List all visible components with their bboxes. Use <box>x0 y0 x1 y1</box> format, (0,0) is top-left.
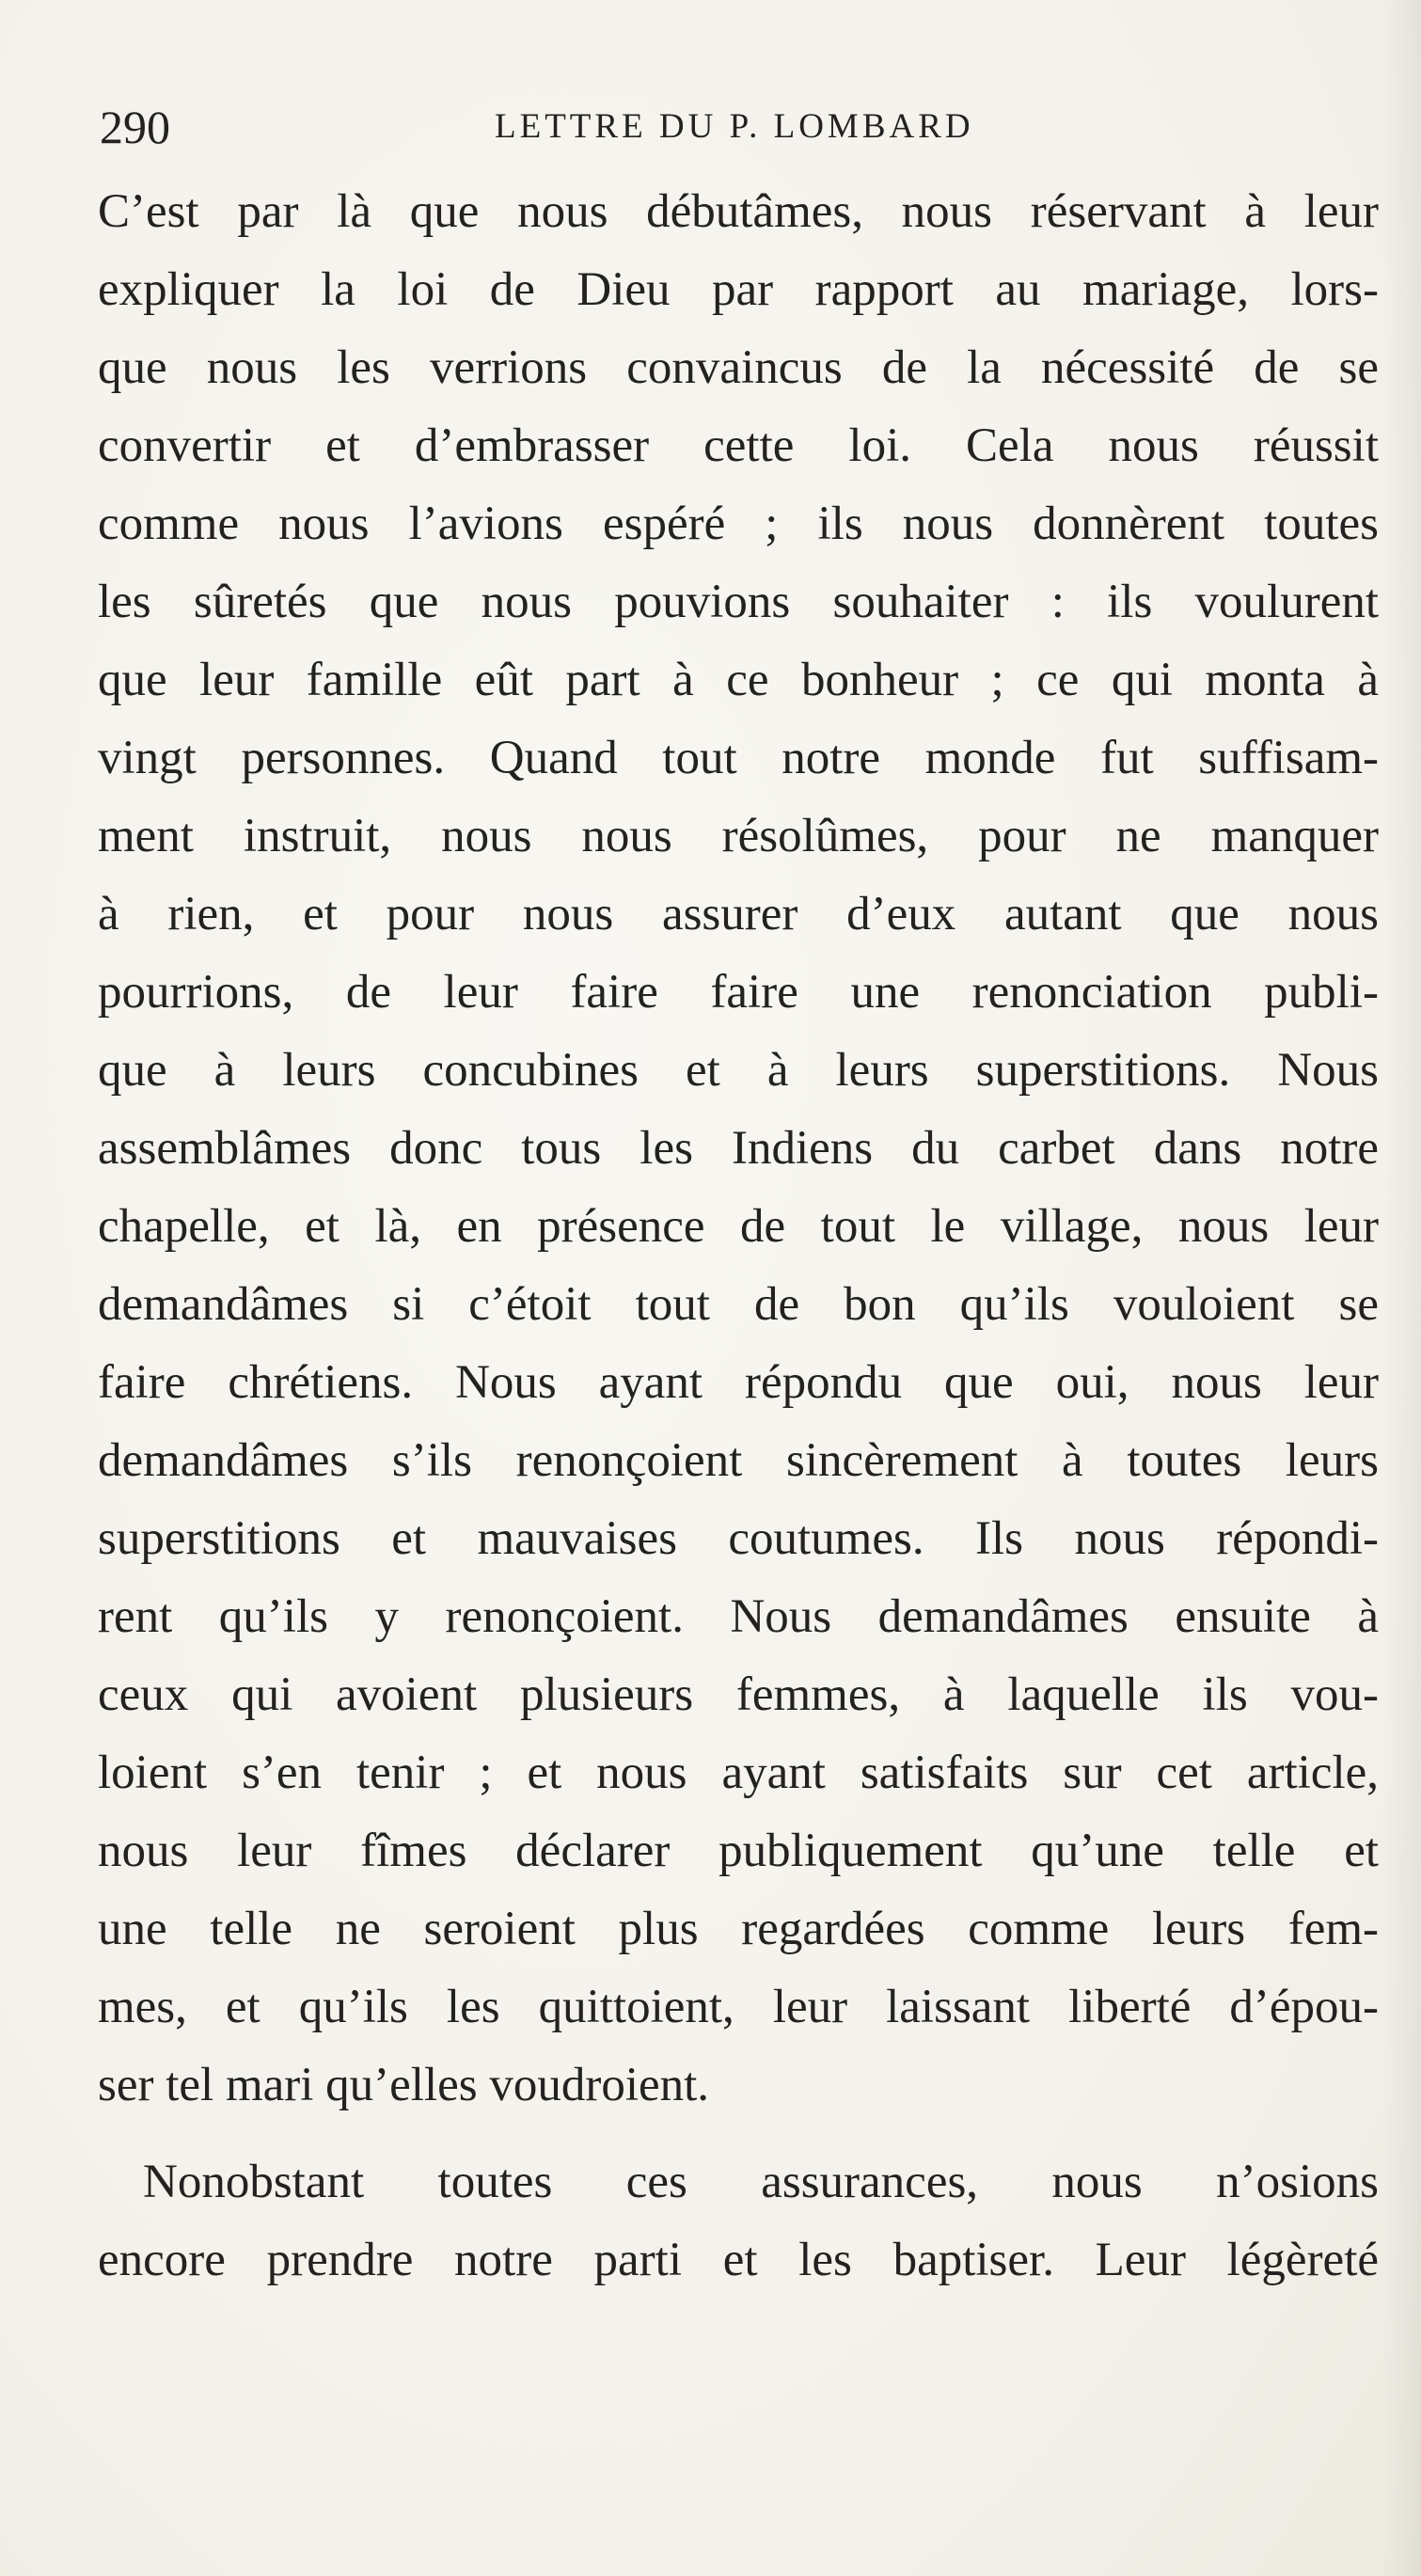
text-line: C’est par là que nous débutâmes, nous réservant à leur <box>98 185 1379 238</box>
text-line: pourrions, de leur faire faire une renonciation publi- <box>98 966 1379 1019</box>
text-line: mes, et qu’ils les quittoient, leur laissant liberté d’épou- <box>98 1981 1379 2033</box>
text-line: ceux qui avoient plusieurs femmes, à laquelle ils vou- <box>98 1668 1379 1721</box>
text-line: une telle ne seroient plus regardées comme leurs fem- <box>98 1903 1379 1955</box>
text-line: convertir et d’embrasser cette loi. Cela nous réussit <box>98 419 1379 472</box>
text-line: les sûretés que nous pouvions souhaiter : ils voulurent <box>98 576 1379 628</box>
text-line: ment instruit, nous nous résolûmes, pour ne manquer <box>98 810 1379 862</box>
text-line: vingt personnes. Quand tout notre monde fut suffisam- <box>98 732 1379 784</box>
text-line: que leur famille eût part à ce bonheur ; ce qui monta à <box>98 654 1379 706</box>
page-number: 290 <box>100 101 170 153</box>
text-line: que nous les verrions convaincus de la nécessité de se <box>98 341 1379 394</box>
text-line: expliquer la loi de Dieu par rapport au mariage, lors- <box>98 263 1379 316</box>
text-line: loient s’en tenir ; et nous ayant satisfaits sur cet article, <box>98 1746 1379 1799</box>
text-line: nous leur fîmes déclarer publiquement qu’une telle et <box>98 1825 1379 1877</box>
text-line: faire chrétiens. Nous ayant répondu que oui, nous leur <box>98 1356 1379 1409</box>
text-line: ser tel mari qu’elles voudroient. <box>98 2059 710 2111</box>
running-head: LETTRE DU P. LOMBARD <box>495 107 974 146</box>
text-line: demandâmes s’ils renonçoient sincèrement à toutes leurs <box>98 1434 1379 1487</box>
text-line: demandâmes si c’étoit tout de bon qu’ils vouloient se <box>98 1278 1379 1331</box>
text-line: à rien, et pour nous assurer d’eux autant que nous <box>98 888 1379 940</box>
paragraph-1 <box>98 173 1379 2125</box>
page-header <box>100 94 1360 160</box>
page-edge-shadow <box>1383 0 1421 2576</box>
text-line: encore prendre notre parti et les baptiser. Leur légèreté <box>98 2234 1379 2286</box>
text-line: Nonobstant toutes ces assurances, nous n’osions <box>143 2156 1379 2208</box>
body-text <box>98 173 1379 2299</box>
text-line: comme nous l’avions espéré ; ils nous donnèrent toutes <box>98 498 1379 550</box>
text-line: rent qu’ils y renonçoient. Nous demandâmes ensuite à <box>98 1590 1379 1643</box>
text-line: que à leurs concubines et à leurs superstitions. Nous <box>98 1044 1379 1097</box>
text-line: superstitions et mauvaises coutumes. Ils nous répondi- <box>98 1512 1379 1565</box>
paragraph-2 <box>98 2143 1379 2299</box>
paragraph-gap <box>98 2125 1379 2143</box>
text-line: assemblâmes donc tous les Indiens du carbet dans notre <box>98 1122 1379 1175</box>
text-line: chapelle, et là, en présence de tout le village, nous leur <box>98 1200 1379 1253</box>
